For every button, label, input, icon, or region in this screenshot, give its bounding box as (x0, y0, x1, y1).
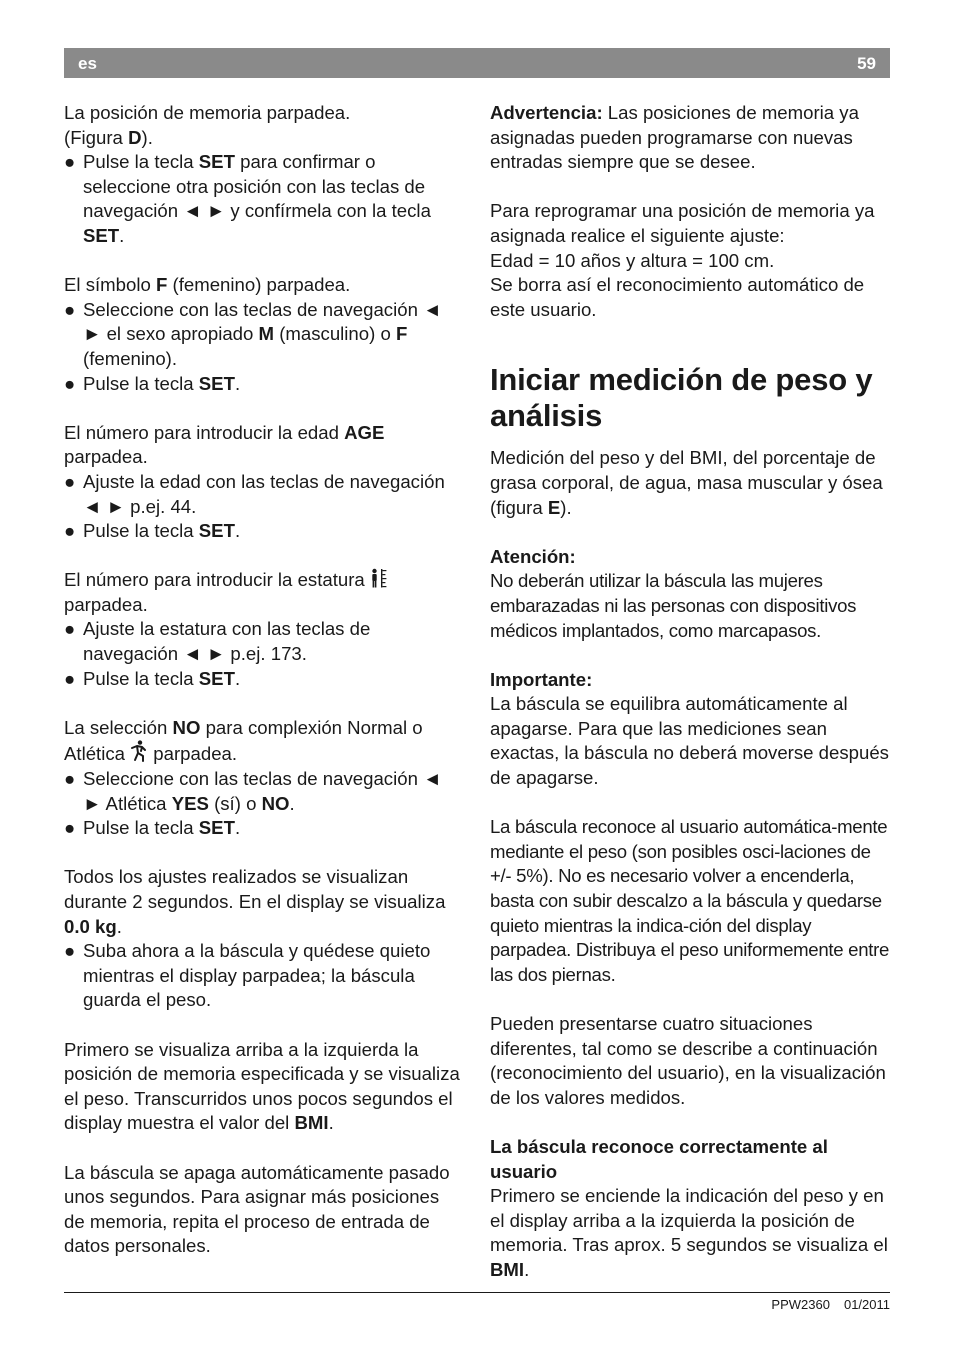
paragraph: El número para introducir la estatura parpadea. (64, 568, 464, 617)
bullet-glyph: ● (64, 520, 76, 542)
model-number: PPW2360 (771, 1297, 830, 1312)
paragraph: Pueden presentarse cuatro situaciones diferentes, tal como se describe a continuación (reconocimiento del usuario), en la visualización de los valores medidos. (490, 1013, 886, 1108)
bullet-item: ● Ajuste la edad con las teclas de navegación ◄ ► p.ej. 44. (64, 470, 445, 517)
bullet-item: ● Pulse la tecla SET. (64, 667, 464, 692)
language-code: es (78, 54, 97, 73)
footer (771, 1297, 890, 1312)
bullet-item: ● Seleccione con las teclas de navegación ◄ ► Atlética YES (sí) o NO. (64, 768, 442, 814)
height-person-icon (370, 568, 388, 588)
bullet-item: ● Ajuste la estatura con las teclas de navegación ◄ ► p.ej. 173. (64, 618, 371, 665)
paragraph: Primero se visualiza arriba a la izquierda la posición de memoria especificada y se visualiza el peso. Transcurridos unos pocos segundos el display muestra el valor del BMI. (64, 1038, 460, 1134)
edition-date: 01/2011 (843, 1297, 890, 1312)
paragraph: Advertencia: Las posiciones de memoria ya asignadas pueden programarse con nuevas entradas siempre que se desee. (490, 102, 859, 173)
paragraph: Medición del peso y del BMI, del porcentaje de grasa corporal, de agua, masa muscular y ósea (figura E). (490, 447, 883, 518)
bullet-item: ● Suba ahora a la báscula y quédese quieto mientras el display parpadea; la báscula guarda el peso. (64, 940, 431, 1011)
right-column (490, 101, 894, 1283)
bullet-glyph: ● (64, 470, 76, 492)
bullet-item: ● Pulse la tecla SET para confirmar o seleccione otra posición con las teclas de navegación ◄ ► y confírmela con la tecla SET. (64, 151, 431, 246)
section-heading: Iniciar medición de peso y análisis (490, 362, 873, 434)
footer-rule (64, 1292, 890, 1293)
paragraph: El símbolo F (femenino) parpadea. (64, 274, 351, 296)
bullet-glyph: ● (64, 298, 76, 320)
page-header-bar (64, 48, 890, 78)
bullet-glyph: ● (64, 667, 76, 689)
left-column (64, 101, 464, 1259)
bullet-item: ● Seleccione con las teclas de navegación ◄ ► el sexo apropiado M (masculino) o F (femenino). (64, 298, 442, 369)
bullet-item: ● Pulse la tecla SET. (64, 519, 464, 544)
paragraph: La báscula se apaga automáticamente pasado unos segundos. Para asignar más posiciones de memoria, repita el proceso de entrada de datos personales. (64, 1161, 450, 1257)
bullet-glyph: ● (64, 817, 76, 839)
paragraph: La báscula reconoce al usuario automática-mente mediante el peso (son posibles osci-laciones de +/- 5%). No es necesario volver a encenderla, basta con subir descalzo a la báscula y quedarse quieto mientras la indica-ción del display parpadea. Distribuya el peso uniformemente entre las dos piernas. (490, 816, 890, 985)
bullet-glyph: ● (64, 618, 76, 640)
paragraph: La báscula reconoce correctamente al usuario Primero se enciende la indicación del peso y en el display arriba a la izquierda la posición de memoria. Tras aprox. 5 segundos se visualiza el BMI. (490, 1135, 888, 1280)
paragraph: La selección NO para complexión Normal o Atlética parpadea. (64, 716, 423, 765)
bullet-glyph: ● (64, 768, 76, 790)
paragraph: El número para introducir la edad AGE parpadea. (64, 421, 385, 468)
page-number: 59 (857, 54, 876, 73)
paragraph: Importante: La báscula se equilibra automáticamente al apagarse. Para que las mediciones sean exactas, la báscula no deberá moverse después de apagarse. (490, 668, 889, 789)
paragraph: Para reprogramar una posición de memoria ya asignada realice el siguiente ajuste: Edad = 10 años y altura = 100 cm. Se borra así el reconocimiento automático de este usuario. (490, 200, 875, 320)
bullet-item: ● Pulse la tecla SET. (64, 372, 464, 397)
athlete-running-icon (130, 740, 148, 762)
bullet-glyph: ● (64, 372, 76, 394)
paragraph: La posición de memoria parpadea. (Figura D). (64, 102, 351, 148)
paragraph: Atención: No deberán utilizar la báscula las mujeres embarazadas ni las personas con dispositivos médicos implantados, como marcapasos. (490, 545, 857, 641)
bullet-glyph: ● (64, 940, 76, 962)
paragraph: Todos los ajustes realizados se visualizan durante 2 segundos. En el display se visualiza 0.0 kg. (64, 866, 446, 937)
bullet-item: ● Pulse la tecla SET. (64, 816, 464, 841)
bullet-glyph: ● (64, 151, 76, 173)
